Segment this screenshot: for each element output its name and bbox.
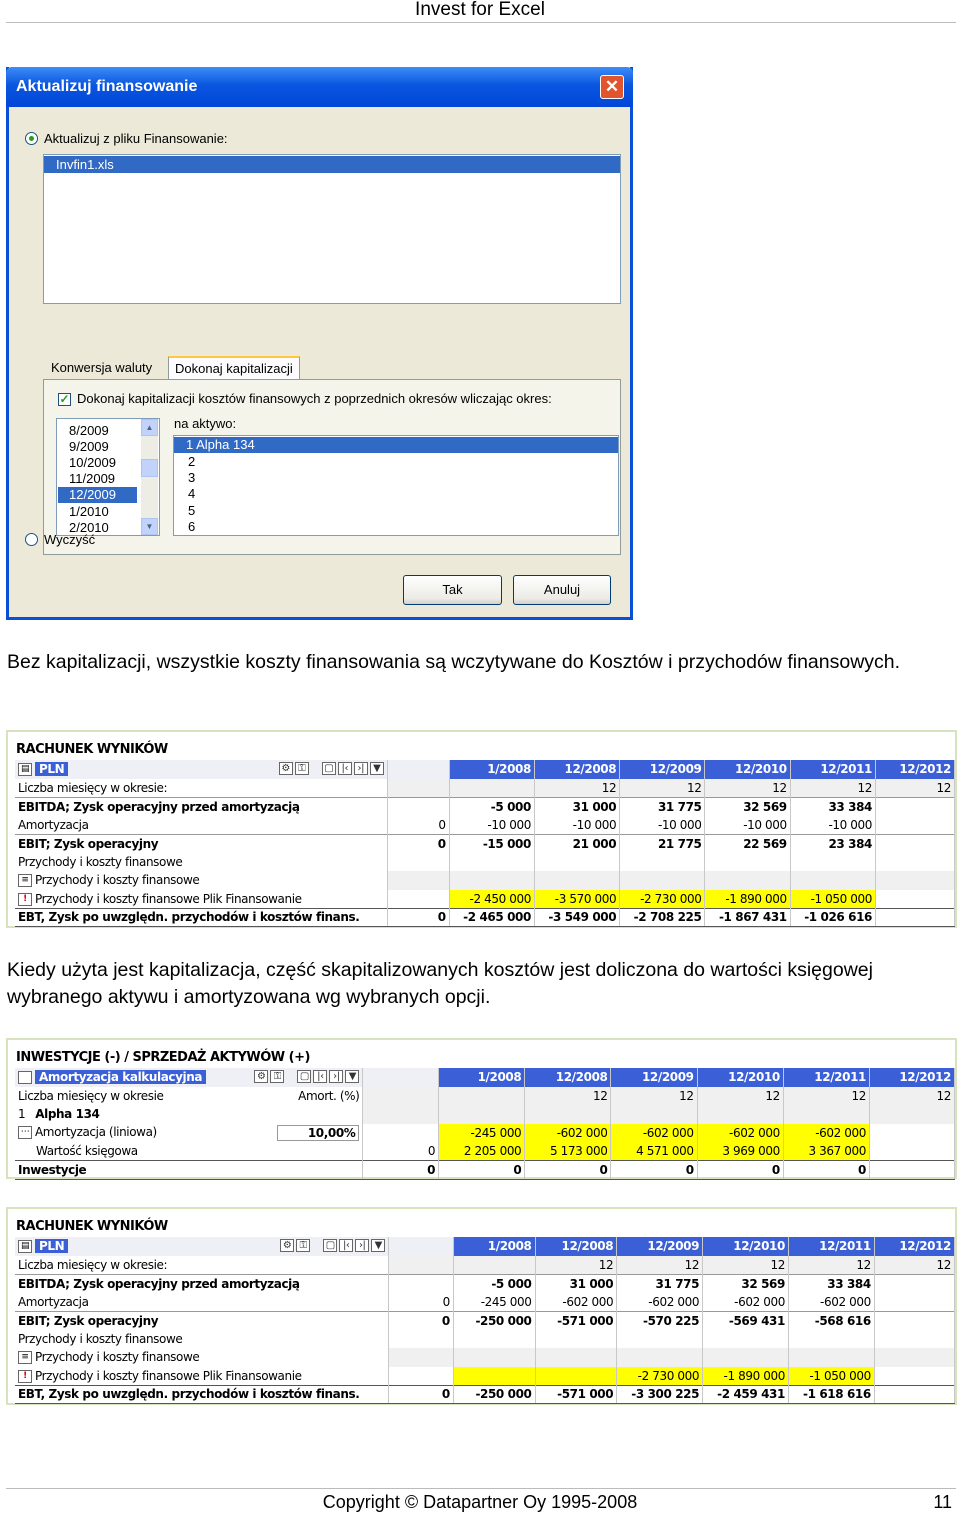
period-header: 12/2012 [869,1068,954,1087]
list-item[interactable]: 5 [188,503,196,518]
table-row: EBITDA; Zysk operacyjny przed amortyzacją -5 000 31 000 31 775 32 569 33 384 [15,797,955,816]
toolbar-icons[interactable] [278,1239,385,1252]
period-header: 12/2009 [617,1237,703,1256]
last-icon: ›| [355,1239,369,1252]
table-row: EBITDA; Zysk operacyjny przed amortyzacją -5 000 31 000 31 775 32 569 33 384 [15,1274,955,1293]
copyright: Copyright © Datapartner Oy 1995-2008 [322,1492,638,1512]
amort-percent-field[interactable]: 10,00% [277,1125,359,1141]
list-item[interactable]: 3 [188,470,196,485]
file-listbox[interactable] [43,154,621,304]
income-table [15,760,955,927]
list-item[interactable]: Invfin1.xls [44,156,620,173]
key-icon: ⚿ [295,762,309,775]
capitalize-checkbox-label: Dokonaj kapitalizacji kosztów finansowych z poprzednich okresów wliczając okres: [77,391,552,406]
table-row: Liczba miesięcy w okresie: 12 12 12 12 12 [15,1256,955,1275]
table-row: ! Przychody i koszty finansowe Plik Finansowanie -2 730 000 -1 890 000 -1 050 000 [15,1367,955,1386]
calc-icon: ⚙ [254,1070,268,1083]
table-row: ! Przychody i koszty finansowe Plik Finansowanie -2 450 000 -3 570 000 -2 730 000 -1 890 000 -1 050 000 [15,890,955,909]
table-row: EBIT; Zysk operacyjny 0 -15 000 21 000 21 775 22 569 23 384 [15,834,955,853]
window-icon: ▢ [297,1070,311,1083]
footer-divider [6,1488,956,1489]
period-scrollbar[interactable] [141,419,158,535]
last-icon: ›| [354,762,368,775]
amort-type-badge: Amortyzacja kalkulacyjna [35,1070,206,1084]
expand-icon[interactable]: ≡ [18,874,32,887]
period-header: 12/2012 [876,760,955,779]
dialog-title: Aktualizuj finansowanie [6,67,633,107]
assets-label: na aktywo: [174,416,237,431]
tab-currency-conversion[interactable]: Konwersja waluty [51,360,153,375]
header-row [15,1068,955,1087]
period-header: 12/2008 [535,1237,617,1256]
table-row: Przychody i koszty finansowe [15,1330,955,1349]
table-row: Przychody i koszty finansowe [15,853,955,872]
period-header: 12/2010 [703,1237,789,1256]
first-icon: |‹ [313,1070,327,1083]
capitalization-panel [43,379,621,555]
currency-cell [15,760,387,779]
currency-badge: PLN [35,762,68,776]
asset-listbox[interactable] [173,435,619,536]
toolbar-icons[interactable] [252,1070,359,1083]
table-row: Amortyzacja 0 -245 000 -602 000 -602 000 -602 000 -602 000 [15,1293,955,1312]
sheet-title: RACHUNEK WYNIKÓW [16,742,168,757]
tab-capitalization[interactable]: Dokonaj kapitalizacji [168,356,300,380]
expand-icon[interactable]: ≡ [18,1351,32,1364]
radio-update-label: Aktualizuj z pliku Finansowanie: [44,131,228,146]
radio-clear-label: Wyczyść [44,532,96,547]
list-item[interactable]: 8/2009 [69,423,109,438]
table-row: ≡ Przychody i koszty finansowe [15,871,955,890]
first-icon: |‹ [339,1239,353,1252]
more-options-icon[interactable]: ⋯ [18,1126,32,1139]
period-header: 12/2012 [874,1237,954,1256]
first-icon: |‹ [338,762,352,775]
income-statement-after [6,1207,957,1405]
list-item[interactable]: 9/2009 [69,439,109,454]
filter-icon: ▼ [345,1070,359,1083]
period-header: 12/2008 [534,760,619,779]
window-icon: ▢ [322,762,336,775]
table-row: EBT, Zysk po uwzględn. przychodów i kosztów finans. 0 -250 000 -571 000 -3 300 225 -2 459 431 -1 618 616 [15,1385,955,1404]
list-item[interactable]: 4 [188,486,196,501]
list-item-selected[interactable]: 12/2009 [58,487,137,503]
scroll-thumb[interactable] [141,459,158,477]
calc-icon: ⚙ [280,1239,294,1252]
list-item[interactable]: 6 [188,519,196,534]
table-row: 1 Alpha 134 [15,1105,955,1124]
scroll-up-icon[interactable]: ▲ [141,419,158,436]
key-icon: ⚿ [270,1070,284,1083]
checkbox-icon[interactable] [18,1071,32,1084]
table-icon[interactable]: ▤ [18,763,32,776]
period-header: 1/2008 [453,1237,535,1256]
warning-icon[interactable]: ! [18,893,32,906]
header-divider [6,22,956,23]
investments-table [15,1068,955,1180]
update-financing-dialog [6,67,633,620]
table-row: ⋯ Amortyzacja (liniowa) 10,00% -245 000 -602 000 -602 000 -602 000 -602 000 [15,1124,955,1143]
period-header: 1/2008 [449,760,534,779]
warning-icon[interactable]: ! [18,1370,32,1383]
radio-update-from-file[interactable] [25,132,38,145]
period-header: 12/2010 [697,1068,783,1087]
list-item[interactable]: 2/2010 [69,520,109,535]
calc-icon: ⚙ [279,762,293,775]
list-item[interactable]: 1/2010 [69,504,109,519]
period-header: 12/2011 [790,760,875,779]
close-icon[interactable]: ✕ [600,75,624,99]
table-row: Liczba miesięcy w okresie: 12 12 12 12 12 [15,779,955,798]
paragraph-no-capitalization: Bez kapitalizacji, wszystkie koszty finansowania są wczytywane do Kosztów i przychodów finansowych. [7,651,901,673]
period-header: 12/2008 [525,1068,611,1087]
page-number: 11 [933,1492,952,1512]
period-header: 12/2009 [611,1068,697,1087]
scroll-down-icon[interactable]: ▼ [141,518,158,535]
list-item-selected[interactable]: 1 Alpha 134 [174,437,618,453]
list-item[interactable]: 11/2009 [69,471,116,486]
period-header: 12/2010 [705,760,790,779]
table-row: EBIT; Zysk operacyjny 0 -250 000 -571 000 -570 225 -569 431 -568 616 [15,1311,955,1330]
cancel-button[interactable]: Anuluj [513,575,611,605]
table-row: Inwestycje 0 0 0 0 0 0 [15,1161,955,1180]
filter-icon: ▼ [370,762,384,775]
period-header: 12/2011 [783,1068,869,1087]
filter-icon: ▼ [371,1239,385,1252]
key-icon: ⚿ [296,1239,310,1252]
last-icon: ›| [329,1070,343,1083]
page-header: Invest for Excel [415,0,545,20]
toolbar-icons[interactable] [277,762,384,775]
table-row: ≡ Przychody i koszty finansowe [15,1348,955,1367]
table-row: Wartość księgowa 0 2 205 000 5 173 000 4 571 000 3 969 000 3 367 000 [15,1142,955,1161]
header-row [15,760,955,779]
radio-clear[interactable] [25,533,38,546]
ok-button[interactable]: Tak [403,575,502,605]
table-row: Amortyzacja 0 -10 000 -10 000 -10 000 -10 000 -10 000 [15,816,955,835]
income-table [15,1237,955,1404]
list-item[interactable]: 2 [188,454,196,469]
period-header: 12/2011 [788,1237,874,1256]
income-statement-before [6,730,957,928]
table-icon[interactable]: ▤ [18,1240,32,1253]
header-row [15,1237,955,1256]
period-header: 12/2009 [620,760,705,779]
window-icon: ▢ [323,1239,337,1252]
period-header: 1/2008 [439,1068,525,1087]
sheet-title: RACHUNEK WYNIKÓW [16,1219,168,1234]
investments-sheet [6,1038,957,1179]
currency-badge: PLN [35,1239,68,1253]
capitalize-checkbox[interactable]: ✓ [59,392,70,406]
period-listbox[interactable] [56,418,160,536]
sheet-title: INWESTYCJE (-) / SPRZEDAŻ AKTYWÓW (+) [16,1050,310,1065]
table-row: Liczba miesięcy w okresie Amort. (%) 12 12 12 12 12 [15,1087,955,1106]
table-row: EBT, Zysk po uwzględn. przychodów i kosztów finans. 0 -2 465 000 -3 549 000 -2 708 225 -1 867 431 -1 026 616 [15,908,955,927]
list-item[interactable]: 10/2009 [69,455,116,470]
paragraph-capitalization: Kiedy użyta jest kapitalizacja, część skapitalizowanych kosztów jest doliczona do wartości księgowej wybranego aktywu i amortyzowana wg wybranych opcji. [7,959,873,1008]
